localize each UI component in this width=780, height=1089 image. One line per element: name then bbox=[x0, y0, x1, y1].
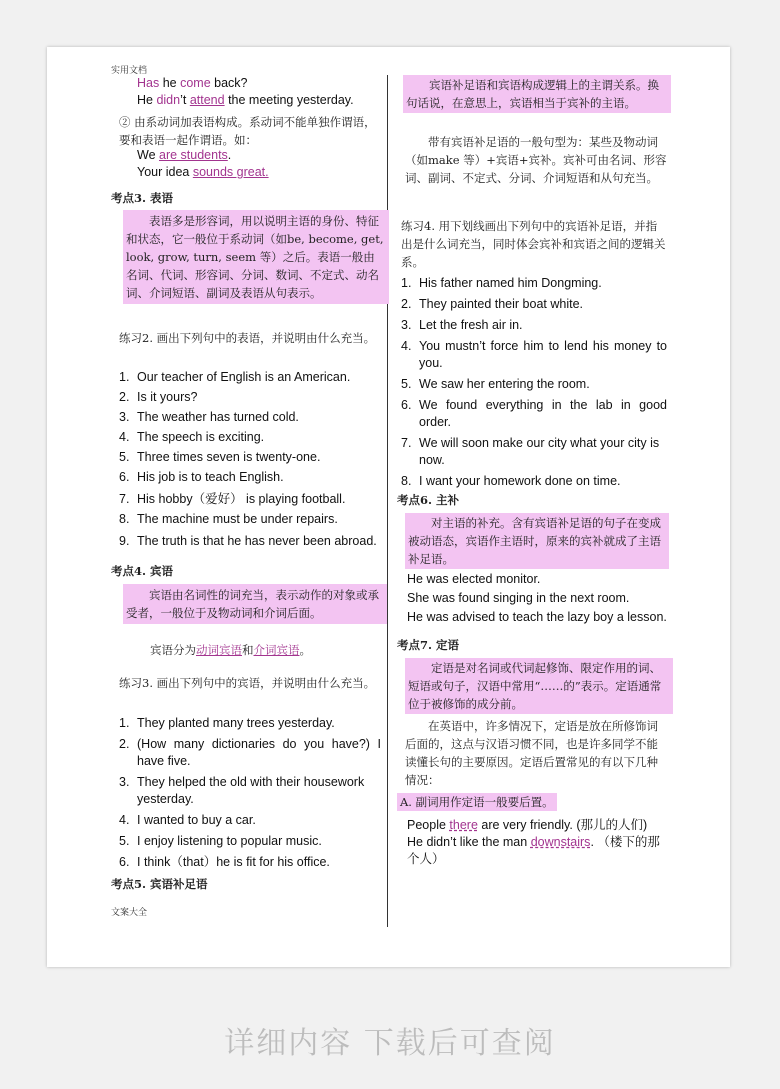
example-line: People there are very friendly. (那儿的人们) bbox=[407, 818, 648, 832]
list-item: 1. They planted many trees yesterday. bbox=[119, 716, 335, 730]
k6-examples bbox=[407, 571, 671, 626]
list-item: 6. We found everything in the lab in good order. bbox=[401, 398, 667, 429]
section-title-k6: 考点6. 主补 bbox=[397, 493, 460, 507]
list-item: 6. I think（that）he is fit for his office. bbox=[119, 855, 330, 869]
list-item: 1. Our teacher of English is an American. bbox=[119, 370, 351, 384]
list-item: 9. The truth is that he has never been abroad. bbox=[119, 534, 377, 548]
example-line: He didn’t like the man downstairs. （楼下的那个人） bbox=[407, 835, 660, 866]
list-item: 2. They painted their boat white. bbox=[401, 297, 583, 311]
practice-3-title: 练习3. 画出下列句中的宾语，并说明由什么充当。 bbox=[119, 676, 376, 690]
example-block-top bbox=[137, 75, 397, 109]
column-divider bbox=[387, 75, 388, 927]
list-item: 6. His job is to teach English. bbox=[119, 470, 284, 484]
example-line: She was found singing in the next room. bbox=[407, 591, 630, 605]
list-item: 2. (How many dictionaries do you have?) I have five. bbox=[119, 737, 381, 768]
list-item: 3. They helped the old with their housework yesterday. bbox=[119, 775, 365, 806]
highlight-box-complement: 宾语补足语和宾语构成逻辑上的主谓关系。换句话说，在意思上，宾语相当于宾补的主语。 bbox=[403, 75, 671, 113]
list-item: 4. The speech is exciting. bbox=[119, 430, 265, 444]
example-line: Your idea sounds great. bbox=[137, 165, 269, 179]
list-item: 7. We will soon make our city what your city is now. bbox=[401, 436, 660, 467]
k7-examples bbox=[407, 817, 669, 868]
example-line: He was elected monitor. bbox=[407, 572, 541, 586]
page-footer: 文案大全 bbox=[111, 908, 148, 918]
section-title-k5: 考点5. 宾语补足语 bbox=[111, 877, 208, 891]
section-title-k4: 考点4. 宾语 bbox=[111, 564, 174, 578]
list-item: 1. His father named him Dongming. bbox=[401, 276, 602, 290]
k7-point-a: A. 副词用作定语一般要后置。 bbox=[397, 793, 557, 811]
example-line: We are students. bbox=[137, 148, 232, 162]
highlight-box-k7: 定语是对名词或代词起修饰、限定作用的词、短语或句子，汉语中常用“……的”表示。定语通常位于被修饰的成分前。 bbox=[405, 658, 673, 714]
example-line: He was advised to teach the lazy boy a lesson. bbox=[407, 610, 667, 624]
list-item: 5. Three times seven is twenty-one. bbox=[119, 450, 321, 464]
highlight-box-k6: 对主语的补充。含有宾语补足语的句子在变成被动语态，宾语作主语时，原来的宾补就成了主语补足语。 bbox=[405, 513, 669, 569]
list-item: 3. The weather has turned cold. bbox=[119, 410, 299, 424]
document-page bbox=[47, 47, 730, 967]
list-item: 5. I enjoy listening to popular music. bbox=[119, 834, 322, 848]
list-item: 5. We saw her entering the room. bbox=[401, 377, 590, 391]
list-item: 3. Let the fresh air in. bbox=[401, 318, 523, 332]
list-item: 2. Is it yours? bbox=[119, 390, 198, 404]
practice-2-title: 练习2. 画出下列句中的表语，并说明由什么充当。 bbox=[119, 331, 376, 345]
list-item: 7. His hobby（爱好） is playing football. bbox=[119, 492, 346, 506]
k7-text: 在英语中，许多情况下，定语是放在所修饰词后面的，这点与汉语习惯不同，也是许多同学不能读懂长句的主要原因。定语后置常见的有以下几种情况： bbox=[405, 719, 658, 787]
pattern-text: 带有宾语补足语的一般句型为：某些及物动词（如make 等）+宾语+宾补。宾补可由名词、形容词、副词、不定式、分词、介词短语和从句充当。 bbox=[405, 135, 667, 185]
practice-4-title: 练习4. 用下划线画出下列句中的宾语补足语，并指出是什么词充当，同时体会宾补和宾语之间的逻辑关系。 bbox=[401, 219, 666, 269]
example-line: Has he come back? bbox=[137, 76, 248, 90]
point-2-text: ② 由系动词加表语构成。系动词不能单独作谓语，要和表语一起作谓语。如： bbox=[119, 115, 376, 147]
example-block-2 bbox=[137, 147, 387, 181]
practice-3-list bbox=[119, 715, 381, 871]
list-item: 4. I wanted to buy a car. bbox=[119, 813, 256, 827]
practice-2-list bbox=[119, 369, 381, 550]
example-line: He didn’t attend the meeting yesterday. bbox=[137, 93, 354, 107]
highlight-box-k3: 表语多是形容词，用以说明主语的身份、特征和状态，它一般位于系动词（如be, become, get, look, grow, turn, seem 等）之后。表语一般由名词、代词、形容词、分词、数词、不定式、动名词、介词短语、副词及表语从句表示。 bbox=[123, 210, 389, 304]
list-item: 8. I want your homework done on time. bbox=[401, 474, 621, 488]
object-types: 宾语分为动词宾语和介词宾语。 bbox=[150, 643, 311, 657]
page-header: 实用文档 bbox=[111, 66, 148, 76]
download-banner: 详细内容 下载后可查阅 bbox=[224, 1026, 556, 1061]
highlight-box-k4: 宾语由名词性的词充当，表示动作的对象或承受者，一般位于及物动词和介词后面。 bbox=[123, 584, 387, 624]
section-title-k7: 考点7. 定语 bbox=[397, 638, 460, 652]
list-item: 8. The machine must be under repairs. bbox=[119, 512, 338, 526]
practice-4-list bbox=[401, 275, 667, 490]
list-item: 4. You mustn’t force him to lend his money to you. bbox=[401, 339, 667, 370]
section-title-k3: 考点3. 表语 bbox=[111, 191, 174, 205]
